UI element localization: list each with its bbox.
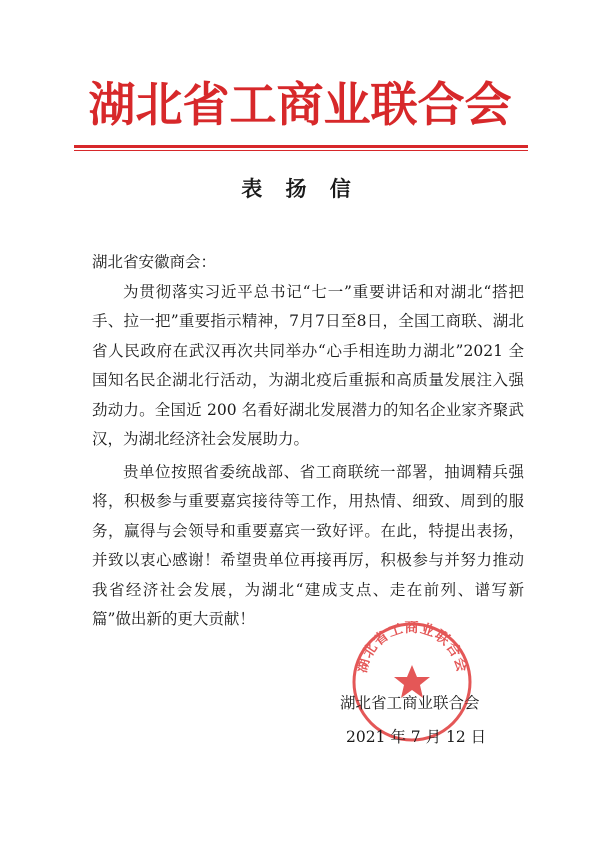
header-rule-thin — [74, 150, 528, 151]
header-rule-thick — [74, 145, 528, 148]
signer-name: 湖北省工商业联合会 — [340, 694, 480, 712]
document-title: 表 扬 信 — [241, 176, 359, 201]
paragraph-1: 为贯彻落实习近平总书记“七一”重要讲话和对湖北“搭把手、拉一把”重要指示精神，7月7日至8日，全国工商联、湖北省人民政府在武汉再次共同举办“心手相连助力湖北”2021 全国知名民企湖北行活动，为湖北疫后重振和高质量发展注入强劲动力。全国近 200 名看好湖北发展潜力的知名企业家齐聚武汉，为湖北经济社会发展助力。 — [92, 283, 524, 449]
organization-header: 湖北省工商业联合会 — [88, 78, 512, 133]
seal-text: 湖北省工商业联合会 — [354, 621, 470, 675]
salutation: 湖北省安徽商会： — [92, 253, 217, 271]
signature-date: 2021 年 7 月 12 日 — [346, 728, 487, 746]
paragraph-2: 贵单位按照省委统战部、省工商联统一部署，抽调精兵强将，积极参与重要嘉宾接待等工作，用热情、细致、周到的服务，赢得与会领导和重要嘉宾一致好评。在此，特提出表扬，并致以衷心感谢！希望贵单位再接再厉，积极参与并努力推动我省经济社会发展，为湖北“建成支点、走在前列、谱写新篇”做出新的更大贡献！ — [92, 463, 524, 629]
